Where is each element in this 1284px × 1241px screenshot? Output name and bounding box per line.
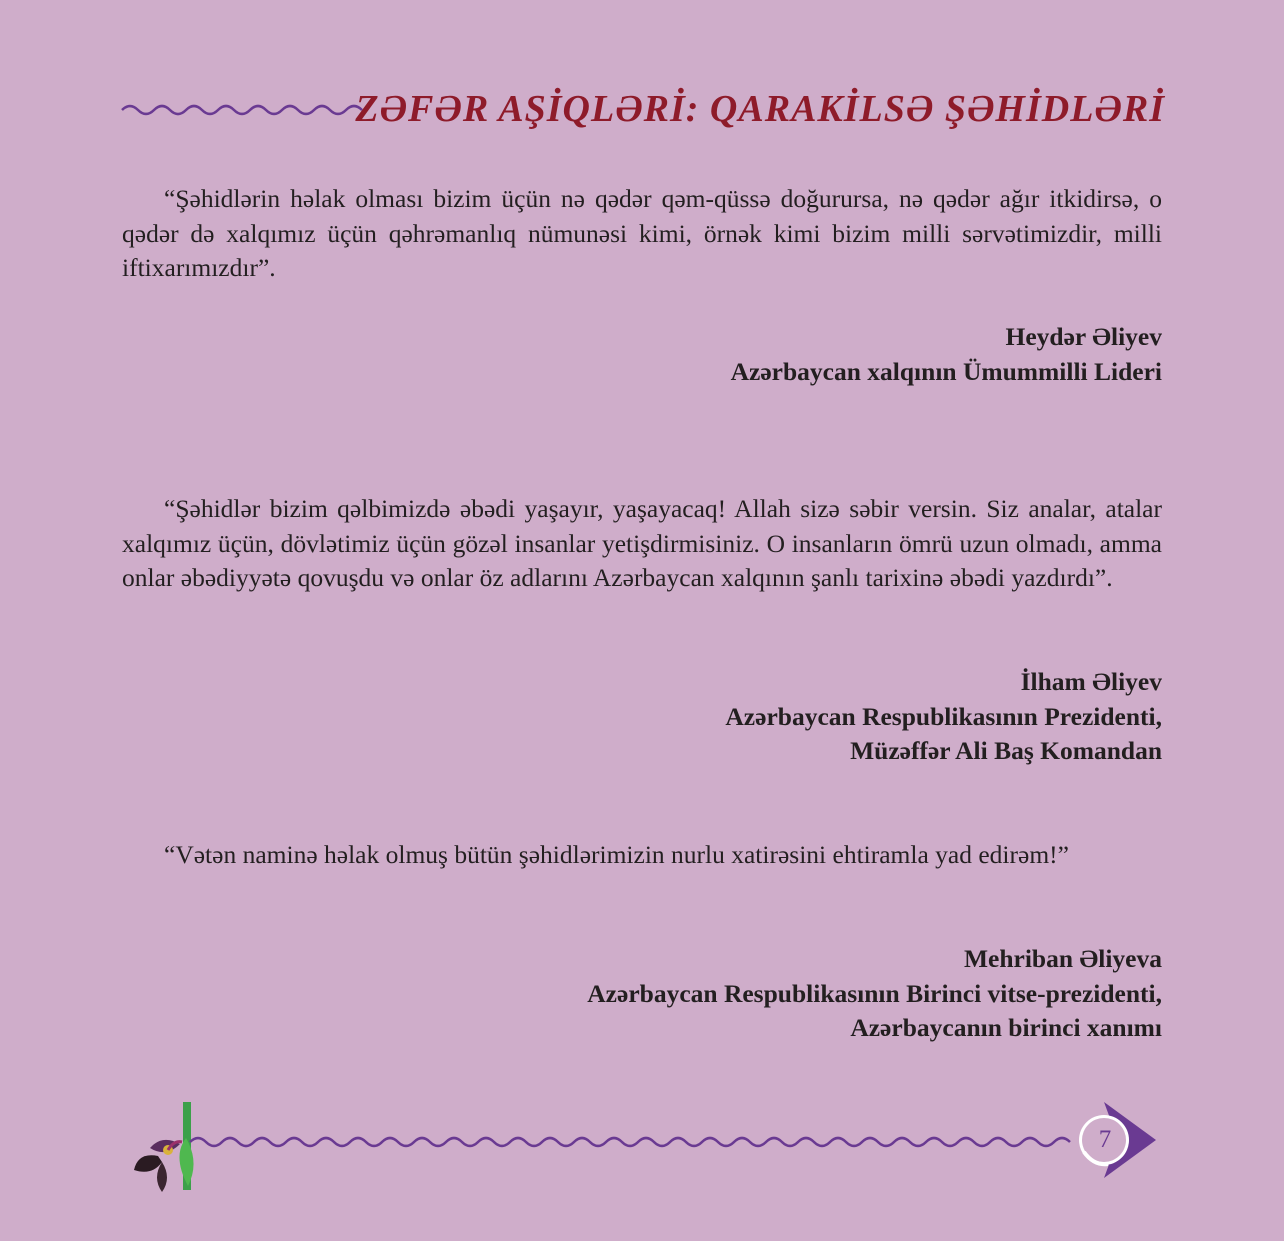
author-role: Müzəffər Ali Baş Komandan bbox=[850, 736, 1162, 765]
wave-decoration-icon bbox=[188, 1130, 1078, 1154]
quote-attribution bbox=[122, 320, 1162, 389]
author-name: Heydər Əliyev bbox=[1005, 322, 1162, 351]
page-footer bbox=[128, 1100, 1168, 1196]
author-role: Azərbaycan Respublikasının Prezidenti, bbox=[725, 701, 1162, 731]
page-header bbox=[120, 84, 1165, 134]
wave-decoration-icon bbox=[120, 98, 370, 122]
author-role: Azərbaycan Respublikasının Birinci vitse-prezidenti, bbox=[587, 978, 1162, 1008]
quote-heydar-aliyev: “Şəhidlərin həlak olması bizim üçün nə qədər qəm-qüssə doğurursa, nə qədər ağır itkidirsə, o qədər də xalqımız üçün qəhrəmanlıq nümunəsi kimi, örnək kimi bizim milli sərvətimizdir, milli iftixarımızdır”. bbox=[122, 184, 1162, 282]
page-title: ZƏFƏR AŞİQLƏRİ: QARAKİLSƏ ŞƏHİDLƏRİ bbox=[355, 88, 1165, 130]
author-name: İlham Əliyev bbox=[1020, 667, 1162, 696]
page-number: 7 bbox=[1098, 1126, 1112, 1153]
author-name: Mehriban Əliyeva bbox=[963, 944, 1162, 973]
author-role: Azərbaycanın birinci xanımı bbox=[850, 1013, 1162, 1042]
author-role: Azərbaycan xalqının Ümummilli Lideri bbox=[730, 356, 1162, 386]
quote-ilham-aliyev: “Şəhidlər bizim qəlbimizdə əbədi yaşayır, yaşayacaq! Allah sizə səbir versin. Siz analar, atalar xalqımız üçün, dövlətimiz üçün gözəl insanlar yetişdirmisiniz. O insanların ömrü uzun olmadı, amma onlar əbədiyyətə qovuşdu və onlar öz adlarını Azərbaycan xalqının şanlı tarixinə əbədi yazdırdı”. bbox=[122, 494, 1162, 592]
quote-attribution bbox=[122, 942, 1162, 1046]
quote-attribution bbox=[122, 665, 1162, 769]
quote-mehriban-aliyeva: “Vətən naminə həlak olmuş bütün şəhidlərimizin nurlu xatirəsini ehtiramla yad edirəm!” bbox=[164, 840, 1069, 869]
